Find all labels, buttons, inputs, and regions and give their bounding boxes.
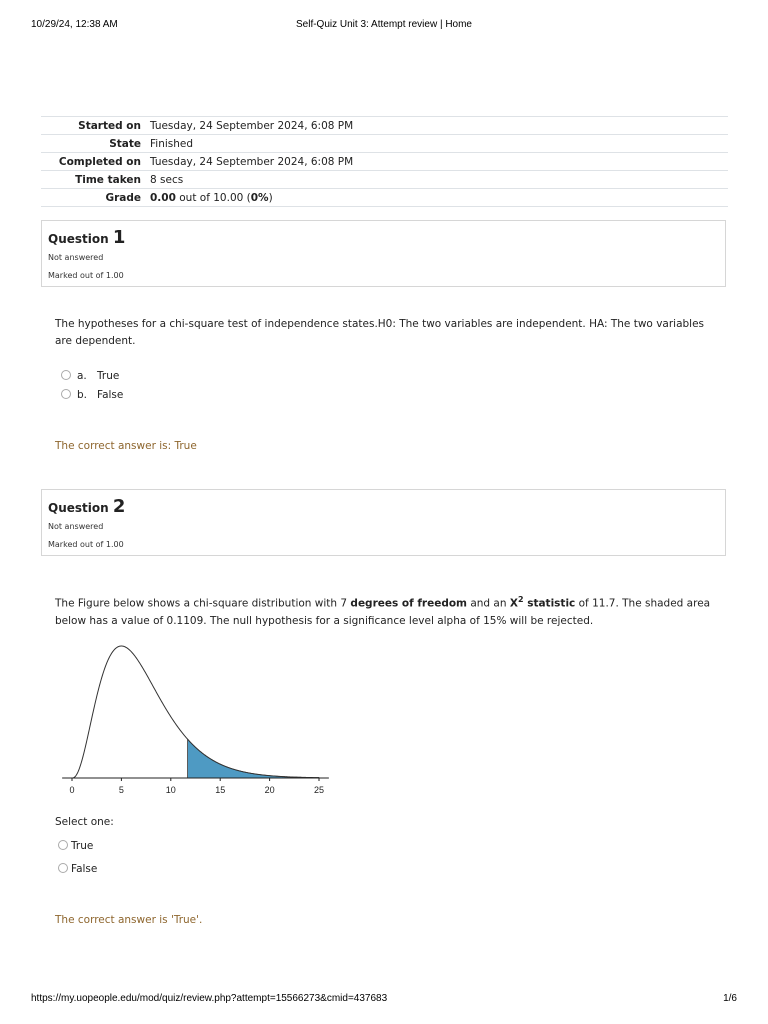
radio-button[interactable]	[58, 863, 68, 873]
grade-out-of: out of 10.00 (	[175, 191, 251, 204]
summary-row	[41, 135, 728, 153]
radio-button[interactable]	[58, 840, 68, 850]
question-1-feedback: The correct answer is: True	[55, 440, 197, 452]
x-tick-label: 25	[313, 785, 325, 795]
question-state: Not answered	[48, 253, 104, 262]
select-one-prompt: Select one:	[55, 816, 114, 828]
print-footer	[0, 993, 768, 1007]
text-part: The Figure below shows a chi-square distribution with 7	[55, 597, 351, 610]
option-label: True	[71, 840, 94, 852]
x-tick-label: 20	[264, 785, 275, 795]
bold-term: statistic	[523, 597, 576, 610]
summary-value: Tuesday, 24 September 2024, 6:08 PM	[150, 155, 354, 168]
option-label: False	[71, 863, 98, 875]
chi-square-chart	[55, 636, 335, 801]
x-tick-label: 15	[215, 785, 226, 795]
grade-label: Grade	[105, 191, 141, 204]
summary-value: 8 secs	[150, 173, 184, 186]
grade-score: 0.00	[150, 191, 176, 204]
question-prefix: Question	[48, 232, 109, 246]
question-prefix: Question	[48, 501, 109, 515]
summary-row-grade	[41, 189, 728, 207]
question-state: Not answered	[48, 522, 104, 531]
answer-option-true[interactable]	[58, 838, 93, 854]
grade-value	[150, 189, 728, 207]
question-grade: Marked out of 1.00	[48, 540, 124, 549]
x-tick-label: 10	[165, 785, 176, 795]
question-2-feedback: The correct answer is 'True'.	[55, 914, 203, 926]
shaded-rejection-area	[188, 739, 319, 778]
option-letter: b.	[77, 389, 88, 401]
print-url: https://my.uopeople.edu/mod/quiz/review.php?attempt=15566273&cmid=437683	[31, 993, 388, 1004]
print-datetime: 10/29/24, 12:38 AM	[31, 19, 118, 30]
radio-button[interactable]	[61, 370, 71, 380]
summary-row	[41, 171, 728, 189]
x-tick-label: 5	[118, 785, 124, 795]
summary-label: State	[109, 137, 141, 150]
summary-label: Completed on	[58, 155, 141, 168]
attempt-summary-table	[41, 116, 728, 207]
question-num: 1	[112, 227, 126, 248]
summary-label: Started on	[78, 119, 141, 132]
question-2-info	[41, 489, 726, 556]
question-number	[48, 496, 125, 517]
question-2-text	[55, 591, 715, 630]
bold-term: X	[509, 597, 518, 610]
answer-option-false[interactable]	[58, 861, 97, 877]
summary-label: Time taken	[75, 173, 141, 186]
print-title: Self-Quiz Unit 3: Attempt review | Home	[296, 19, 472, 30]
summary-row	[41, 117, 728, 135]
question-num: 2	[112, 496, 126, 517]
summary-row	[41, 153, 728, 171]
summary-value: Tuesday, 24 September 2024, 6:08 PM	[150, 119, 354, 132]
bold-term: degrees of freedom	[350, 597, 467, 610]
question-grade: Marked out of 1.00	[48, 271, 124, 280]
option-label: False	[97, 389, 124, 401]
question-1-text: The hypotheses for a chi-square test of independence states.H0: The two variables are independent. HA: The two variables are dependent.	[55, 318, 705, 347]
text-part: of 11.7. The shaded area below has a value of 0.1109. The null hypothesis for a significance level alpha of 15% will be rejected.	[55, 597, 711, 627]
x-tick-label: 0	[69, 785, 75, 795]
answer-option-a[interactable]	[61, 368, 119, 384]
print-header	[0, 19, 768, 33]
grade-percent: 0%	[250, 191, 269, 204]
option-label: True	[97, 370, 120, 382]
question-1-info	[41, 220, 726, 287]
answer-option-b[interactable]	[61, 387, 123, 403]
summary-value: Finished	[150, 137, 194, 150]
superscript: 2	[517, 595, 524, 604]
text-part: and an	[467, 597, 510, 610]
radio-button[interactable]	[61, 389, 71, 399]
question-number	[48, 227, 125, 248]
option-letter: a.	[77, 370, 87, 382]
grade-close: )	[268, 191, 273, 204]
page-number: 1/6	[723, 993, 737, 1004]
